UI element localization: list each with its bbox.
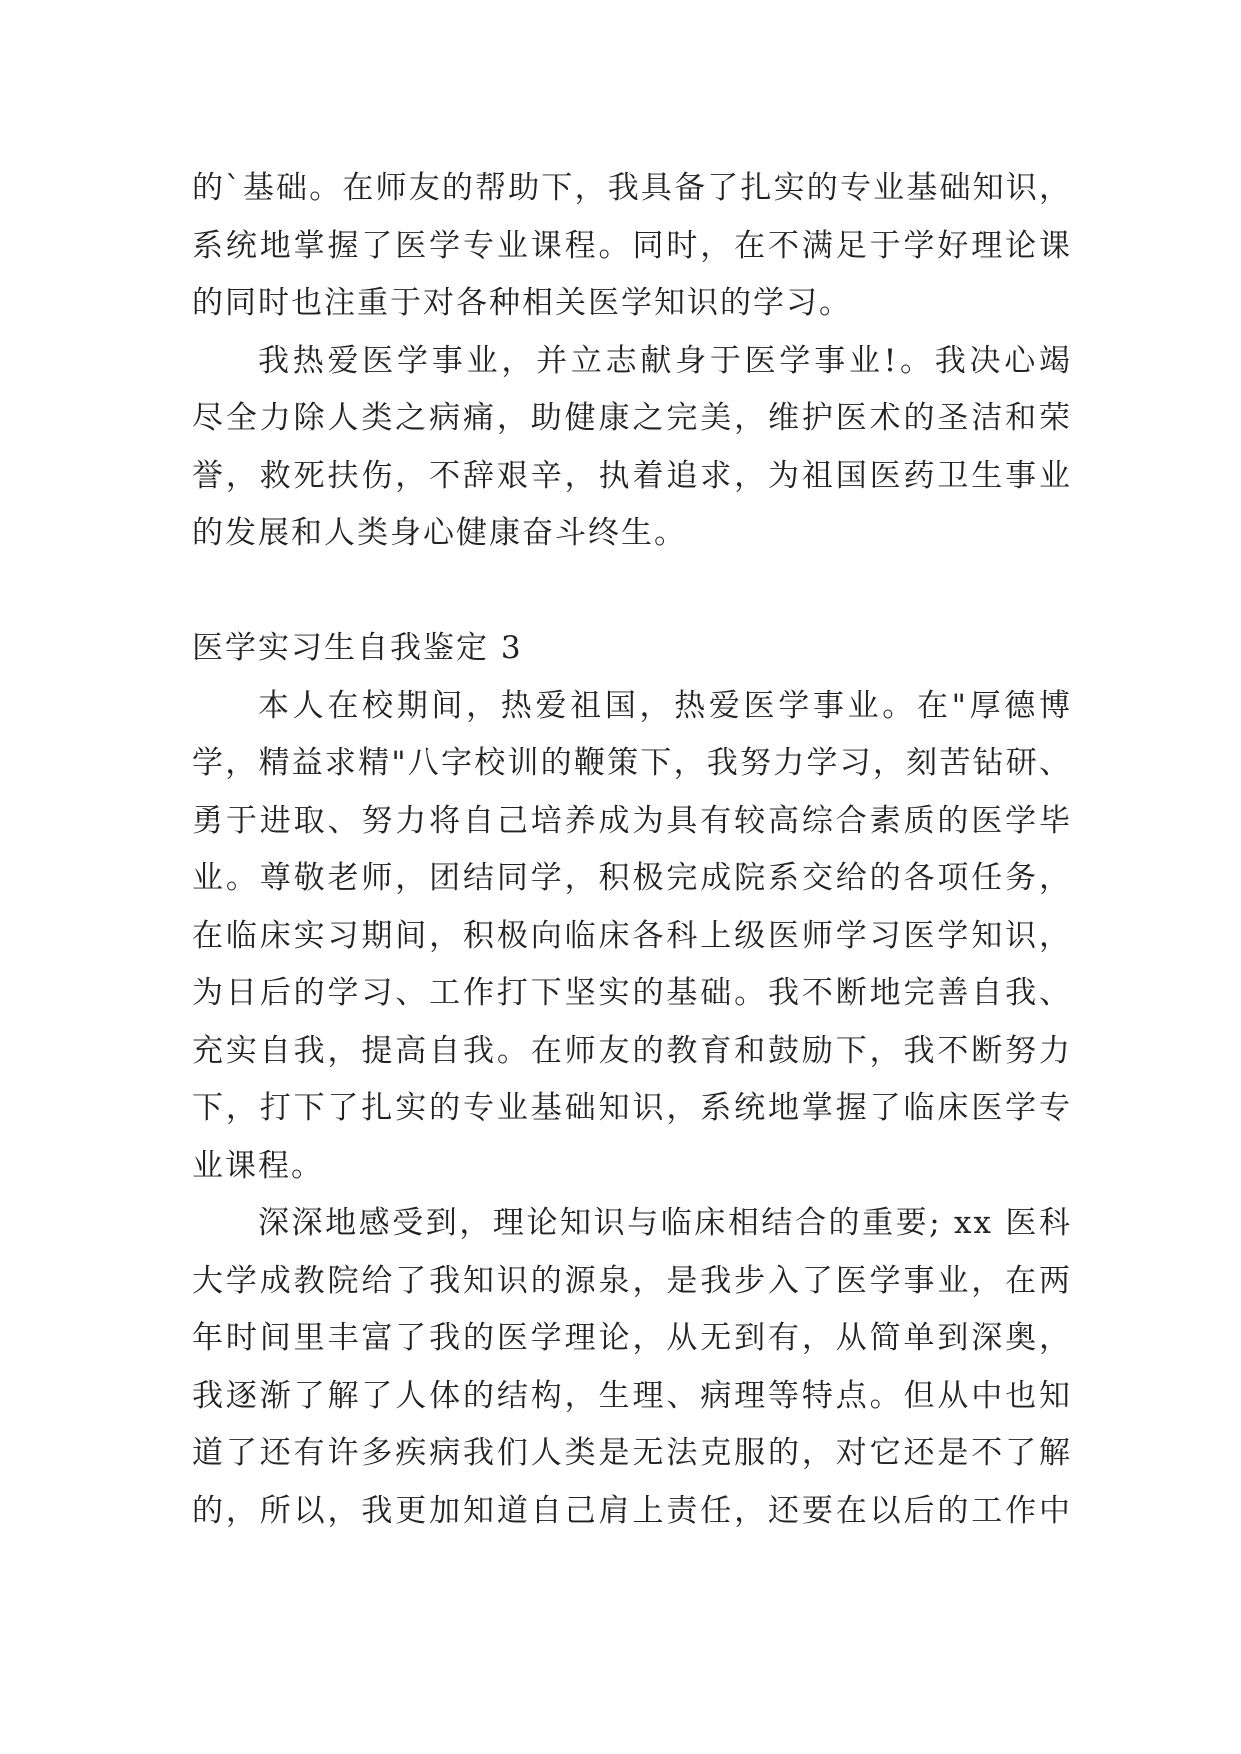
text-line: 尽全力除人类之病痛，助健康之完美，维护医术的圣洁和荣 <box>192 400 1072 436</box>
text-line: 勇于进取、努力将自己培养成为具有较高综合素质的医学毕 <box>192 802 1072 839</box>
text-line: 的发展和人类身心健康奋斗终生。 <box>192 515 687 551</box>
text-line: 的，所以，我更加知道自己肩上责任，还要在以后的工作中 <box>192 1492 1072 1529</box>
text-line: 业课程。 <box>192 1147 324 1184</box>
paragraph-2 <box>192 333 1072 563</box>
paragraph-1 <box>192 160 1072 333</box>
text-line: 为日后的学习、工作打下坚实的基础。我不断地完善自我、 <box>192 975 1072 1011</box>
text-line: 我热爱医学事业，并立志献身于医学事业!。我决心竭 <box>258 342 1072 379</box>
text-line: 学，精益求精"八字校训的鞭策下，我努力学习，刻苦钻研、 <box>192 745 1072 781</box>
text-line: 充实自我，提高自我。在师友的教育和鼓励下，我不断努力 <box>192 1032 1072 1069</box>
text-line: 下，打下了扎实的专业基础知识，系统地掌握了临床医学专 <box>192 1090 1072 1126</box>
text-line: 誉，救死扶伤，不辞艰辛，执着追求，为祖国医药卫生事业 <box>192 457 1072 494</box>
text-line: 我逐渐了解了人体的结构，生理、病理等特点。但从中也知 <box>192 1377 1072 1414</box>
text-line: 大学成教院给了我知识的源泉，是我步入了医学事业，在两 <box>192 1262 1072 1299</box>
text-line: 业。尊敬老师，团结同学，积极完成院系交给的各项任务， <box>192 860 1072 896</box>
text-line: 年时间里丰富了我的医学理论，从无到有，从简单到深奥， <box>192 1320 1072 1356</box>
text-line: 深深地感受到，理论知识与临床相结合的重要; xx 医科 <box>258 1205 1072 1241</box>
text-line: 本人在校期间，热爱祖国，热爱医学事业。在"厚德博 <box>258 687 1072 724</box>
text-line: 的`基础。在师友的帮助下，我具备了扎实的专业基础知识， <box>192 170 1072 206</box>
section-title: 医学实习生自我鉴定 3 <box>192 630 523 666</box>
text-line: 的同时也注重于对各种相关医学知识的学习。 <box>192 285 852 321</box>
section-spacer <box>192 563 1072 621</box>
paragraph-4 <box>192 1195 1072 1540</box>
text-line: 在临床实习期间，积极向临床各科上级医师学习医学知识， <box>192 917 1072 954</box>
document-body <box>192 160 1072 1540</box>
paragraph-3 <box>192 678 1072 1196</box>
text-line: 系统地掌握了医学专业课程。同时，在不满足于学好理论课 <box>192 227 1072 264</box>
text-line: 道了还有许多疾病我们人类是无法克服的，对它还是不了解 <box>192 1435 1072 1471</box>
